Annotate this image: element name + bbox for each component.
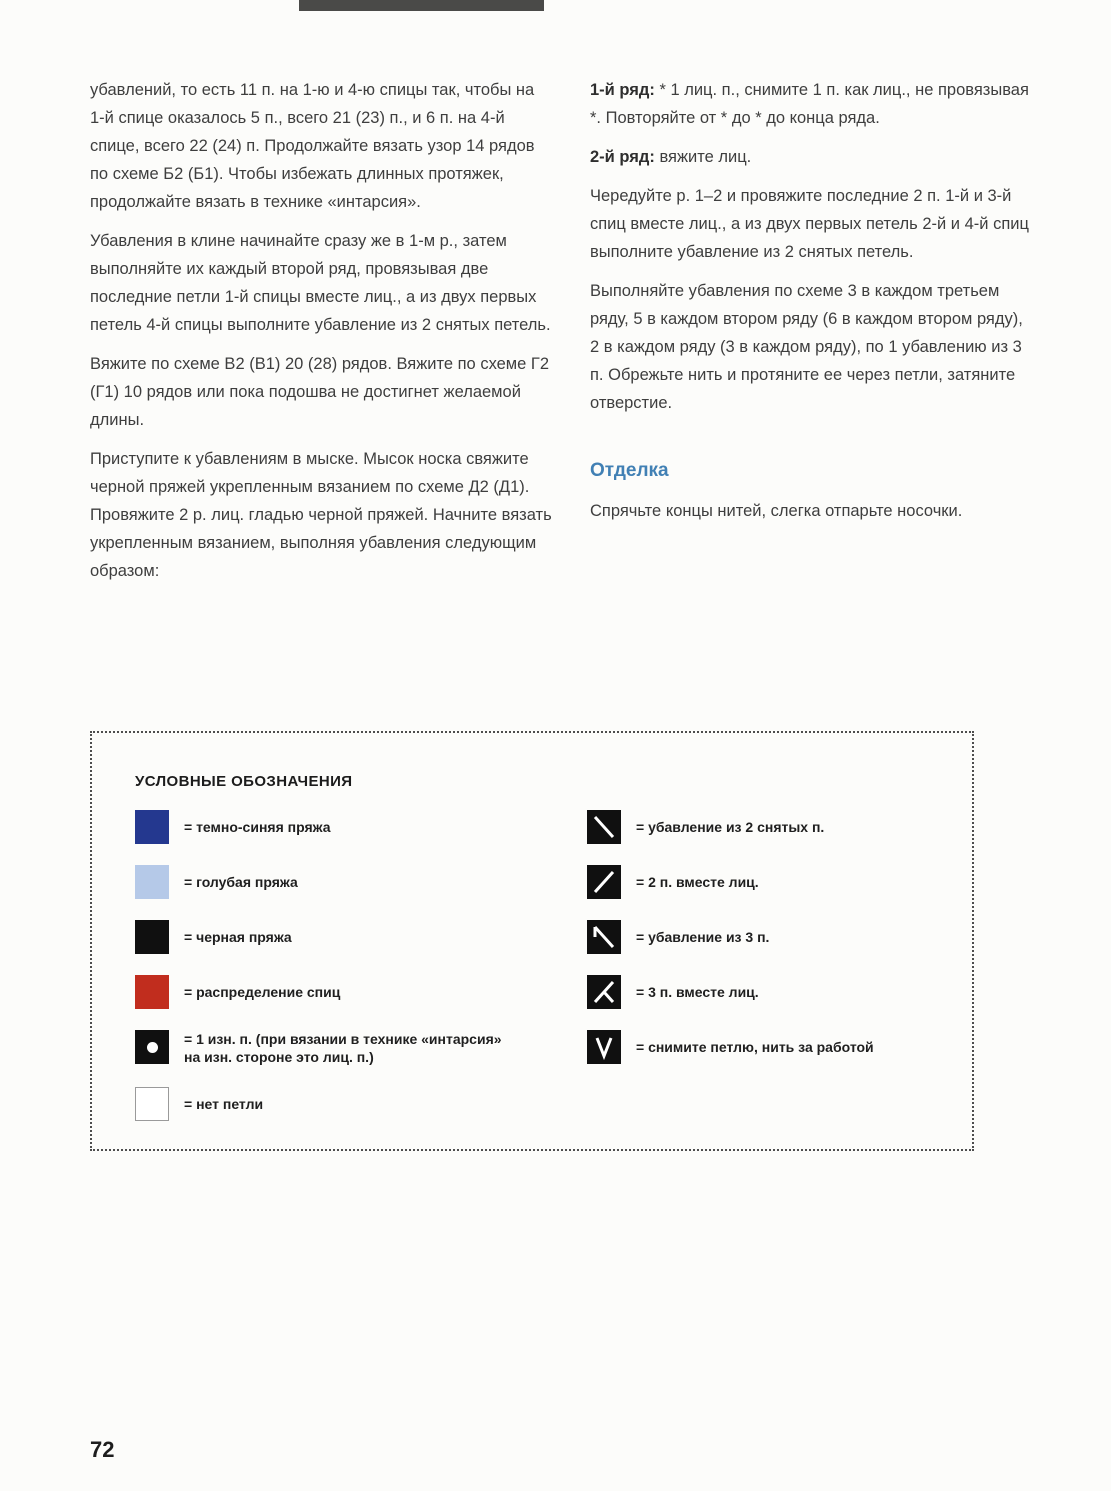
legend-item-label: = убавление из 2 снятых п. [636, 819, 825, 835]
section-heading: Отделка [590, 460, 669, 481]
legend-item [135, 1030, 587, 1066]
paragraph [590, 76, 1035, 132]
legend-item [135, 810, 587, 844]
legend-item-label: = темно-синяя пряжа [184, 819, 331, 835]
dark-blue-yarn-swatch [135, 810, 169, 844]
no-stitch-swatch [135, 1087, 169, 1121]
legend-item [587, 810, 972, 844]
slip-stitch-v-icon [587, 1030, 621, 1064]
page-number: 72 [90, 1437, 115, 1462]
paragraph: Приступите к убавлениям в мыске. Мысок носка свяжите черной пряжей укрепленным вязанием по схеме Д2 (Д1). Провяжите 2 р. лиц. гладью черной пряжей. Начните вязать укрепленным вязанием, выполняя убавления следующим образом: [90, 450, 552, 580]
paragraph [590, 143, 1035, 171]
row-lead-label: 2-й ряд: [590, 148, 655, 166]
row-text: * 1 лиц. п., снимите 1 п. как лиц., не провязывая *. Повторяйте от * до * до конца ряда. [590, 81, 1029, 127]
backslash-decrease-icon [587, 810, 621, 844]
left-column [90, 76, 552, 596]
paragraph: Выполняйте убавления по схеме 3 в каждом третьем ряду, 5 в каждом втором ряду (6 в каждом втором ряду), 2 в каждом ряду (3 в каждом ряду), по 1 убавлению из 3 п. Обрежьте нить и протяните ее через петли, затяните отверстие. [590, 282, 1023, 412]
legend-item-label: = черная пряжа [184, 929, 292, 945]
paragraph: Чередуйте р. 1–2 и провяжите последние 2 п. 1-й и 3-й спиц вместе лиц., а из двух первых петель 2-й и 4-й спиц выполните убавление из 2 снятых петель. [590, 187, 1029, 261]
slash-k2tog-icon [587, 865, 621, 899]
legend-symbol-column [587, 810, 972, 1142]
legend-item-label: = голубая пряжа [184, 874, 298, 890]
legend-item-label: = 2 п. вместе лиц. [636, 874, 759, 890]
black-yarn-swatch [135, 920, 169, 954]
paragraph: убавлений, то есть 11 п. на 1-ю и 4-ю спицы так, чтобы на 1-й спице оказалось 5 п., всего 21 (23) п., и 6 п. на 4-й спице, всего 22 (24) п. Продолжайте вязать узор 14 рядов по схеме Б2 (Б1). Чтобы избежать длинных протяжек, продолжайте вязать в технике «интарсия». [90, 81, 535, 211]
legend-item [135, 1087, 587, 1121]
legend-item [135, 975, 587, 1009]
slash-k3tog-icon [587, 975, 621, 1009]
legend-item [135, 865, 587, 899]
legend-item [587, 1030, 972, 1064]
legend-item-label: = убавление из 3 п. [636, 929, 770, 945]
legend-color-column [135, 810, 587, 1142]
right-column [590, 76, 1035, 596]
paragraph: Убавления в клине начинайте сразу же в 1-м р., затем выполняйте их каждый второй ряд, провязывая две последние петли 1-й спицы вместе лиц., а из двух первых петель 4-й спицы выполните убавление из 2 снятых петель. [90, 232, 551, 334]
row-text: вяжите лиц. [654, 148, 752, 166]
legend-item-label: = 3 п. вместе лиц. [636, 984, 759, 1000]
red-needle-distribution-swatch [135, 975, 169, 1009]
legend-title: УСЛОВНЫЕ ОБОЗНАЧЕНИЯ [135, 773, 353, 790]
legend-item-label: = распределение спиц [184, 984, 341, 1000]
row-lead-label: 1-й ряд: [590, 81, 655, 99]
paragraph: Вяжите по схеме В2 (В1) 20 (28) рядов. Вяжите по схеме Г2 (Г1) 10 рядов или пока подошва не достигнет желаемой длины. [90, 355, 550, 429]
legend-item-label: = снимите петлю, нить за работой [636, 1039, 874, 1055]
page-header-strip [299, 0, 544, 11]
legend-box [90, 731, 974, 1151]
legend-item-label: = нет петли [184, 1096, 264, 1112]
legend-item [587, 975, 972, 1009]
light-blue-yarn-swatch [135, 865, 169, 899]
body-text [90, 76, 1035, 596]
paragraph: Спрячьте концы нитей, слегка отпарьте носочки. [590, 502, 963, 520]
legend-item-label: = 1 изн. п. (при вязании в технике «интарсия» на изн. стороне это лиц. п.) [184, 1031, 502, 1065]
legend-item [587, 865, 972, 899]
purl-intarsia-dot-swatch [135, 1030, 169, 1064]
legend-item [135, 920, 587, 954]
backslash-decrease-3-icon [587, 920, 621, 954]
legend-item [587, 920, 972, 954]
